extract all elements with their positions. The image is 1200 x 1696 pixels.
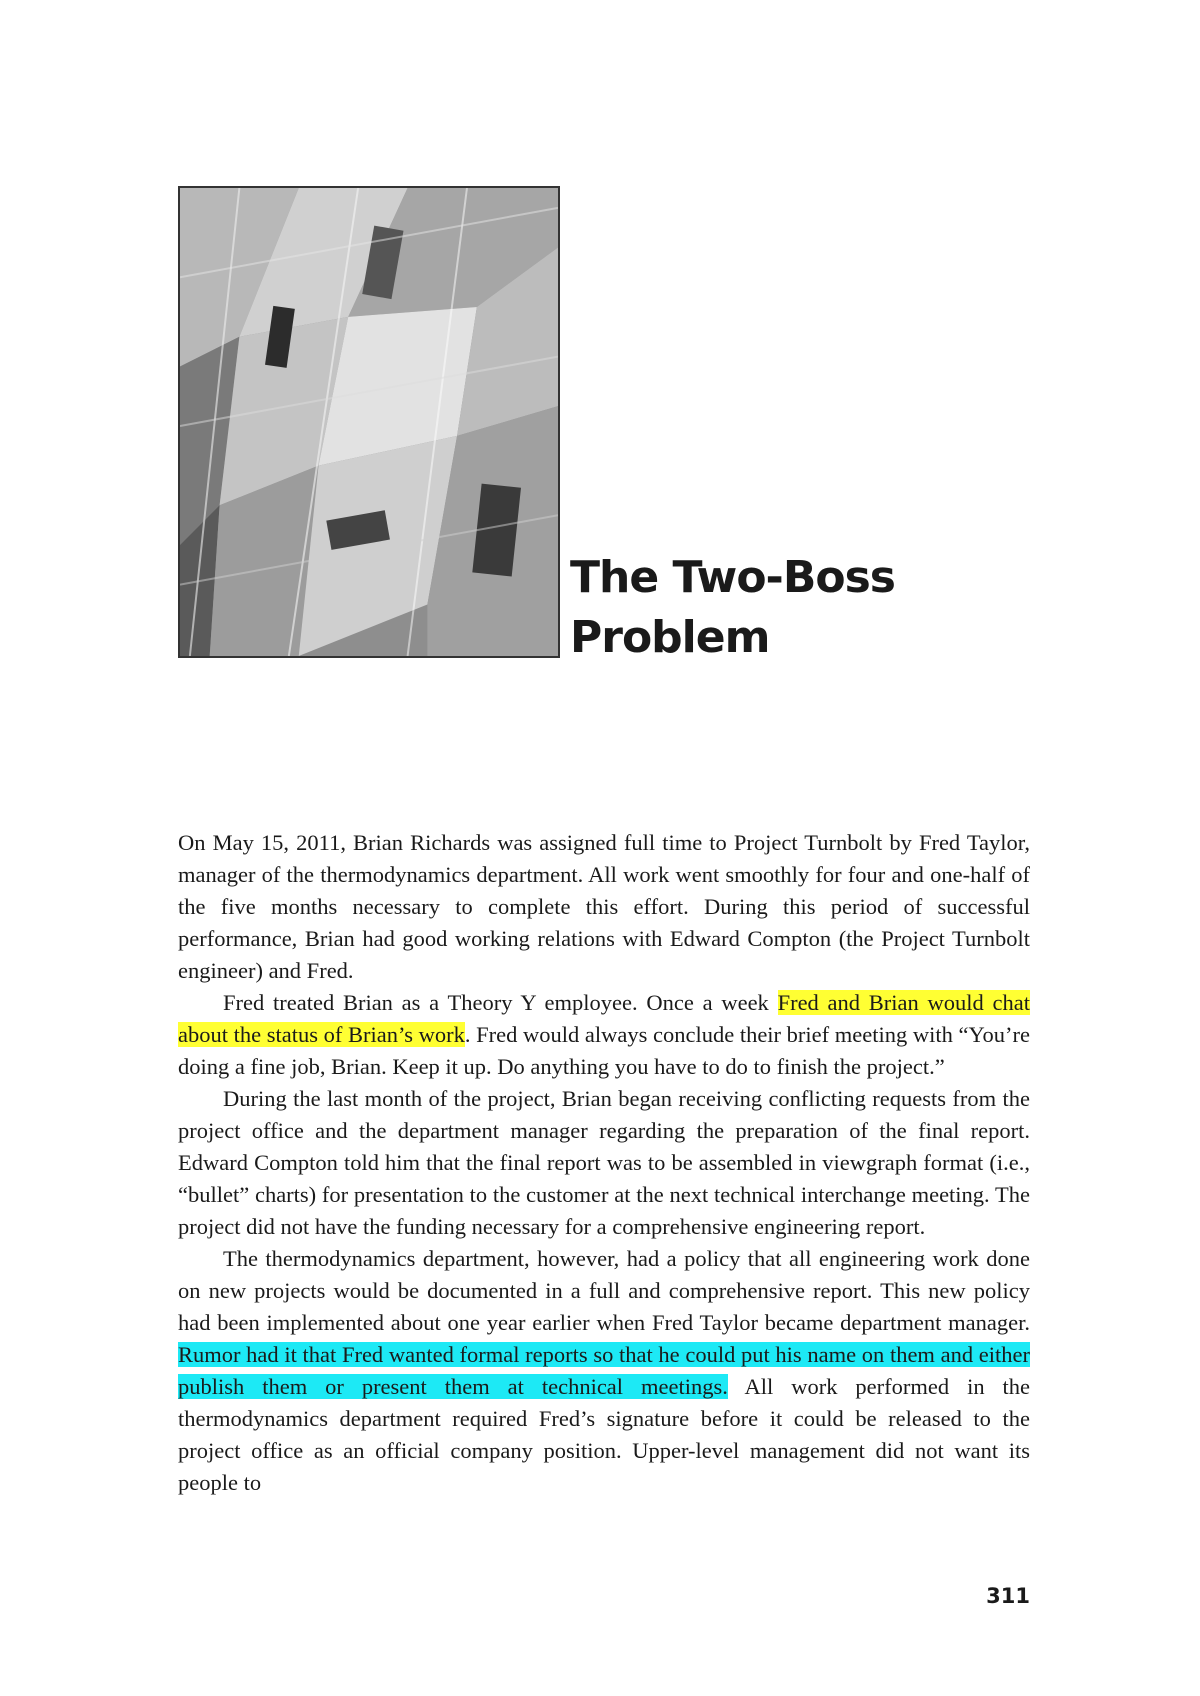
paragraph-1: On May 15, 2011, Brian Richards was assigned full time to Project Turnbolt by Fred Taylor, manager of the thermodynamics department. All work went smoothly for four and one-half of the five months necessary to complete this effort. During this period of successful performance, Brian had good working relations with Edward Compton (the Project Turnbolt engineer) and Fred. <box>178 830 1030 983</box>
case-body <box>178 827 1030 1499</box>
chapter-figure <box>178 186 560 658</box>
chapter-title-line-1: The Two-Boss <box>570 552 895 603</box>
paragraph-4 <box>178 1243 1030 1499</box>
paragraph-2 <box>178 987 1030 1083</box>
paragraph-3: During the last month of the project, Brian began receiving conflicting requests from the project office and the department manager regarding the preparation of the final report. Edward Compton told him that the final report was to be assembled in viewgraph format (i.e., “bullet” charts) for presentation to the customer at the next technical interchange meeting. The project did not have the funding necessary for a comprehensive engineering report. <box>178 1086 1030 1239</box>
chapter-title-line-2: Problem <box>570 612 770 663</box>
paragraph-2-text-b: . Fred would always conclude their brief meeting with “You’re doing a fine job, Brian. Keep it up. Do anything you have to do to finish the project.” <box>178 1022 1030 1079</box>
paragraph-2-text-a: Fred treated Brian as a Theory Y employee. Once a week <box>223 990 778 1015</box>
yellow-highlight: Fred and Brian would chat about the status of Brian’s work <box>178 990 1030 1047</box>
page-number: 311 <box>986 1584 1030 1608</box>
paragraph-4-text-a: The thermodynamics department, however, had a policy that all engineering work done on new projects would be documented in a full and comprehensive report. This new policy had been implemented about one year earlier when Fred Taylor became department manager. <box>178 1246 1030 1335</box>
cyan-highlight: Rumor had it that Fred wanted formal reports so that he could put his name on them and either publish them or present them at technical meetings. <box>178 1342 1030 1399</box>
abstract-glass-blocks-image <box>180 188 558 656</box>
paragraph-4-text-b: All work performed in the thermodynamics department required Fred’s signature before it could be released to the project office as an official company position. Upper-level management did not want its people to <box>178 1374 1030 1495</box>
chapter-title <box>570 548 970 668</box>
